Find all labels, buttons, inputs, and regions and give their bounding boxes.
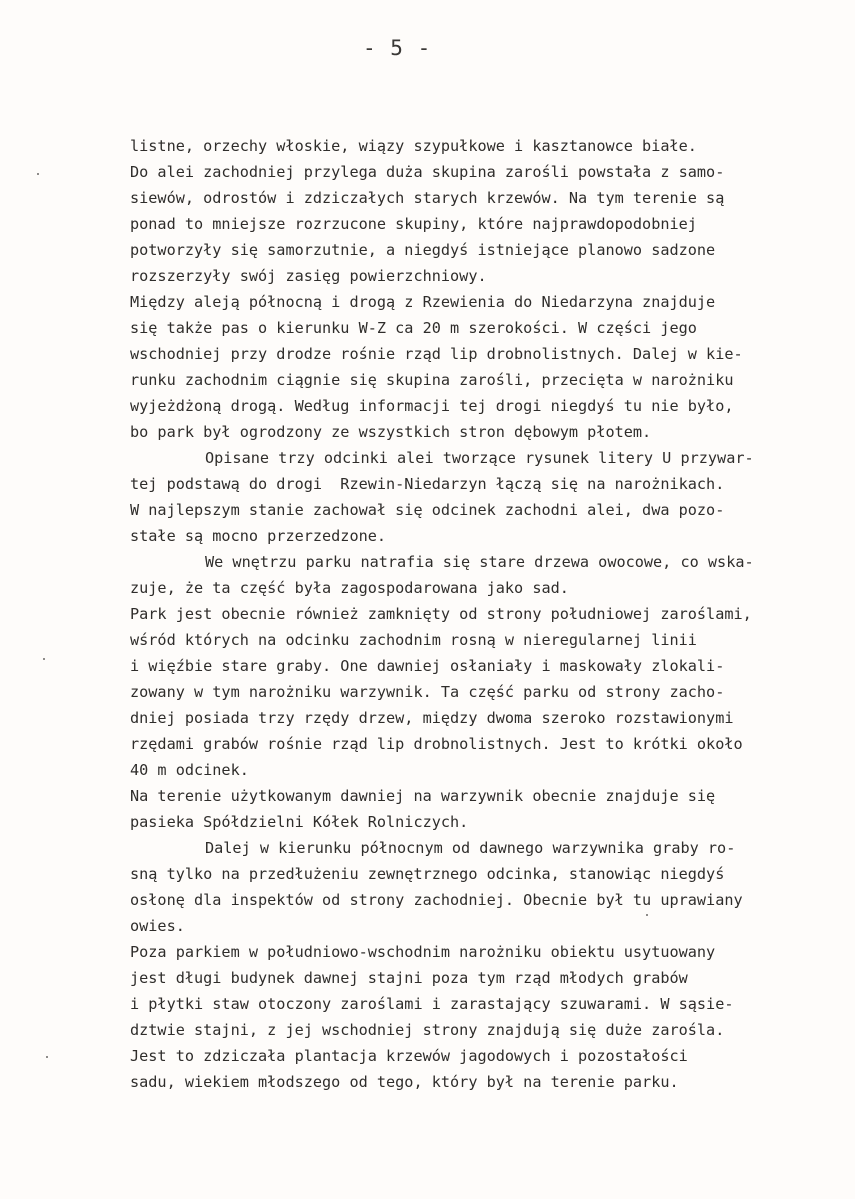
text-line: i więźbie stare graby. One dawniej osłaniały i maskowały zlokali- <box>130 657 725 675</box>
text-line: się także pas o kierunku W-Z ca 20 m szerokości. W części jego <box>130 319 697 337</box>
text-line: Opisane trzy odcinki alei tworzące rysunek litery U przywar- <box>205 449 754 467</box>
text-line: bo park był ogrodzony ze wszystkich stron dębowym płotem. <box>130 423 652 441</box>
text-line: 40 m odcinek. <box>130 761 249 779</box>
text-line: Park jest obecnie również zamknięty od strony południowej zaroślami, <box>130 605 752 623</box>
text-line: siewów, odrostów i zdziczałych starych krzewów. Na tym terenie są <box>130 189 725 207</box>
text-line: Dalej w kierunku północnym od dawnego warzywnika graby ro- <box>205 839 736 857</box>
text-line: wschodniej przy drodze rośnie rząd lip drobnolistnych. Dalej w kie- <box>130 345 743 363</box>
paper-speck <box>37 173 39 175</box>
text-line: wyjeżdżoną drogą. Według informacji tej drogi niegdyś tu nie było, <box>130 397 734 415</box>
text-line: Do alei zachodniej przylega duża skupina zarośli powstała z samo- <box>130 163 725 181</box>
text-line: dztwie stajni, z jej wschodniej strony znajdują się duże zarośla. <box>130 1021 725 1039</box>
text-line: zowany w tym narożniku warzywnik. Ta część parku od strony zacho- <box>130 683 725 701</box>
text-line: ponad to mniejsze rozrzucone skupiny, które najprawdopodobniej <box>130 215 697 233</box>
text-line: rzędami grabów rośnie rząd lip drobnolistnych. Jest to krótki około <box>130 735 743 753</box>
text-line: tej podstawą do drogi Rzewin-Niedarzyn łączą się na narożnikach. <box>130 475 725 493</box>
text-line: Jest to zdziczała plantacja krzewów jagodowych i pozostałości <box>130 1047 688 1065</box>
text-line: sną tylko na przedłużeniu zewnętrznego odcinka, stanowiąc niegdyś <box>130 865 725 883</box>
text-line: Na terenie użytkowanym dawniej na warzywnik obecnie znajduje się <box>130 787 716 805</box>
text-line: stałe są mocno przerzedzone. <box>130 527 387 545</box>
text-line: owies. <box>130 917 185 935</box>
text-line: runku zachodnim ciągnie się skupina zarośli, przecięta w narożniku <box>130 371 734 389</box>
paper-speck <box>43 658 45 660</box>
text-line: zuje, że ta część była zagospodarowana jako sad. <box>130 579 569 597</box>
paper-speck <box>46 1056 48 1058</box>
text-line: rozszerzyły swój zasięg powierzchniowy. <box>130 267 487 285</box>
text-line: W najlepszym stanie zachował się odcinek zachodni alei, dwa pozo- <box>130 501 725 519</box>
page-number: - 5 - <box>363 36 432 60</box>
text-line: Poza parkiem w południowo-wschodnim narożniku obiektu usytuowany <box>130 943 716 961</box>
text-line: listne, orzechy włoskie, wiązy szypułkowe i kasztanowce białe. <box>130 137 697 155</box>
text-line: sadu, wiekiem młodszego od tego, który był na terenie parku. <box>130 1073 679 1091</box>
text-line: dniej posiada trzy rzędy drzew, między dwoma szeroko rozstawionymi <box>130 709 734 727</box>
paper-speck <box>646 914 648 916</box>
text-line: Między aleją północną i drogą z Rzewienia do Niedarzyna znajduje <box>130 293 716 311</box>
text-line: wśród których na odcinku zachodnim rosną w nieregularnej linii <box>130 631 697 649</box>
text-line: We wnętrzu parku natrafia się stare drzewa owocowe, co wska- <box>205 553 754 571</box>
text-line: jest długi budynek dawnej stajni poza tym rząd młodych grabów <box>130 969 688 987</box>
text-line: i płytki staw otoczony zaroślami i zarastający szuwarami. W sąsie- <box>130 995 734 1013</box>
text-line: pasieka Spółdzielni Kółek Rolniczych. <box>130 813 469 831</box>
text-line: potworzyły się samorzutnie, a niegdyś istniejące planowo sadzone <box>130 241 716 259</box>
text-line: osłonę dla inspektów od strony zachodniej. Obecnie był tu uprawiany <box>130 891 743 909</box>
